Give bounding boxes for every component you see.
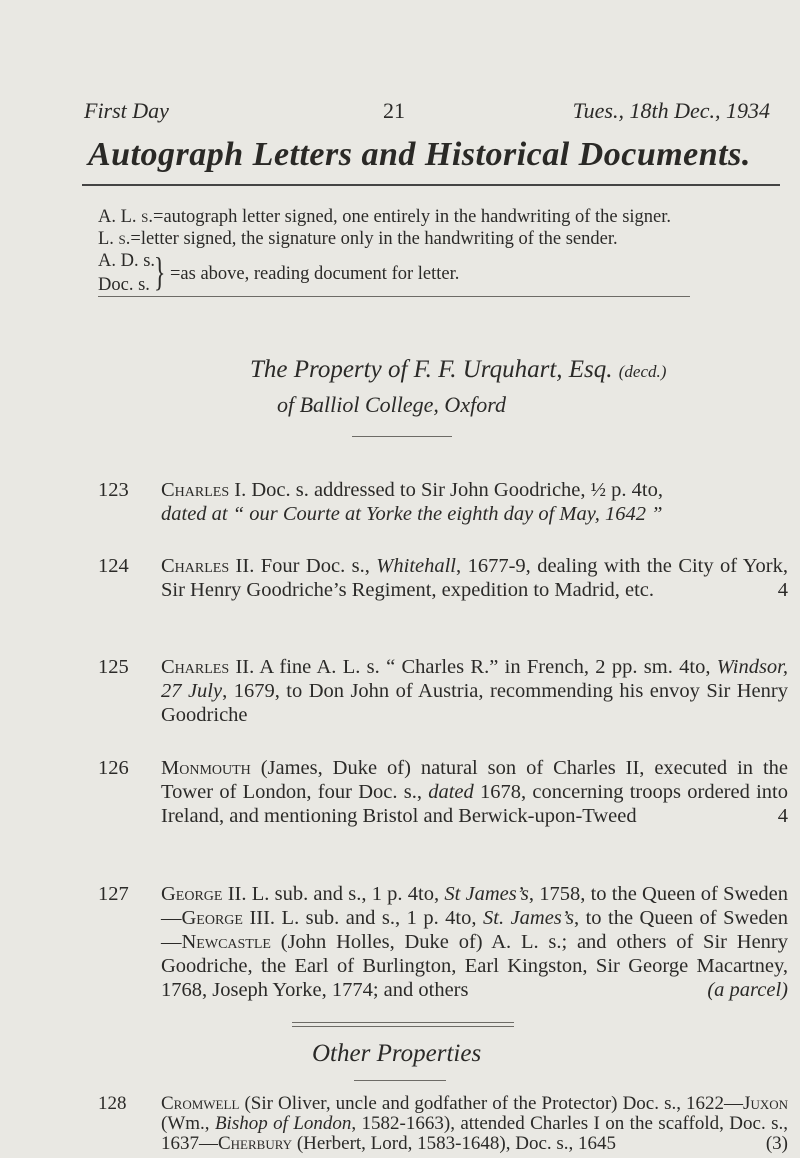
lot-description [161,756,788,828]
legend-abbr: Doc. s. [98,275,150,295]
property-heading [250,356,666,384]
lot-text: Doc. s. addressed to Sir John Goodriche, ½ p. 4to, [246,479,663,501]
brace-glyph: } [153,249,166,294]
lot-text: (Herbert, Lord, 1583-1648), Doc. s., 1645 [292,1133,617,1154]
lot-text: dated at “ our Courte at Yorke the eighth day of May, 1642 ” [161,503,663,525]
lot-place: St. James’s [483,907,574,929]
legend-row [98,206,788,228]
title-rule [82,184,780,186]
abbreviation-legend [98,206,788,298]
property-decd: (decd.) [618,362,667,381]
lot-number: 128 [98,1093,127,1114]
lot-number: 125 [98,656,129,678]
legend-rule [98,296,690,297]
lot-quantity: 4 [777,805,788,827]
legend-abbr: A. L. s. [98,207,154,227]
lot-text: , to the Queen of Sweden— [161,907,788,953]
lot-text: L. sub. and s., 1 p. 4to, [246,883,445,905]
lot-number: 124 [98,555,129,577]
lot-text: L. sub. and s., 1 p. 4to, [275,907,483,929]
lot-place: dated [428,781,474,803]
lot-name: Charles II. [161,656,255,678]
lot-name: Cromwell [161,1093,240,1114]
page-number: 21 [383,98,405,123]
lot-description [161,882,788,1002]
legend-abbr: L. s. [98,229,131,249]
lot-name: George II. [161,883,247,905]
page-header [84,98,770,128]
lot-description [161,554,788,602]
lot-name: Juxon [743,1093,788,1114]
property-title: The Property of F. F. Urquhart, Esq. [250,356,613,383]
header-date: Tues., 18th Dec., 1934 [572,98,770,123]
lot-description [161,655,788,727]
lot-name: Charles I. [161,479,247,501]
lot-quantity: (3) [765,1133,788,1154]
lot-name: Newcastle [181,931,271,953]
lot-place: Windsor, 27 July [161,656,788,702]
lot-place: Whitehall [376,555,457,577]
lot-text: (James, Duke of) natural son of Charles II, executed in the Tower of London, four Doc. s., [161,757,788,803]
legend-row [98,250,788,298]
legend-text: =as above, reading document for letter. [170,264,460,284]
lot-text: , 1677-9, dealing with the City of York, Sir Henry Goodriche’s Regiment, expedition to Madrid, etc. [161,555,789,601]
lot-number: 127 [98,883,129,905]
lot-place: St James’s [444,883,529,905]
lot-text: , 1582-1663), attended Charles I on the scaffold, Doc. s., 1637— [161,1113,788,1154]
lot-text: , 1758, to the Queen of Sweden— [161,883,788,929]
legend-text: =autograph letter signed, one entirely in the handwriting of the signer. [153,207,672,227]
section-rule [292,1022,514,1023]
lot-name: Charles II. [161,555,255,577]
lot-name: Cherbury [218,1133,293,1154]
lot-name: Monmouth [161,757,251,779]
section-rule [292,1026,514,1027]
legend-abbr: A. D. s. [98,251,156,271]
header-day: First Day [84,98,169,123]
lot-quantity: 4 [777,579,788,601]
section-title: Autograph Letters and Historical Documents. [88,136,751,173]
short-rule [352,436,452,437]
lot-text: (John Holles, Duke of) A. L. s.; and others of Sir Henry Goodriche, the Earl of Burlington, Earl Kingston, Sir George Macartney, 1768, Joseph Yorke, 1774; and others [161,931,788,1001]
lot-text: 1678, concerning troops ordered into Ireland, and mentioning Bristol and Berwick-upon-Tweed [161,781,788,827]
lot-text: , 1679, to Don John of Austria, recommending his envoy Sir Henry Goodriche [161,680,788,726]
lot-name: George III. [181,907,276,929]
lot-text: Four Doc. s., [254,555,377,577]
lot-description [161,1094,788,1154]
lot-text: (Sir Oliver, uncle and godfather of the Protector) Doc. s., 1622— [239,1093,744,1114]
short-rule [354,1080,446,1081]
property-college: of Balliol College, Oxford [277,392,506,417]
lot-place: Bishop of London [214,1113,352,1134]
lot-text: A fine A. L. s. “ Charles R.” in French, 2 pp. sm. 4to, [254,656,717,678]
lot-description [161,478,788,526]
other-properties-heading: Other Properties [312,1040,482,1067]
legend-row [98,228,788,250]
legend-text: =letter signed, the signature only in the handwriting of the sender. [130,229,618,249]
lot-quantity: (a parcel) [707,979,788,1001]
lot-number: 123 [98,479,129,501]
lot-text: (Wm., [161,1113,215,1134]
lot-number: 126 [98,757,129,779]
